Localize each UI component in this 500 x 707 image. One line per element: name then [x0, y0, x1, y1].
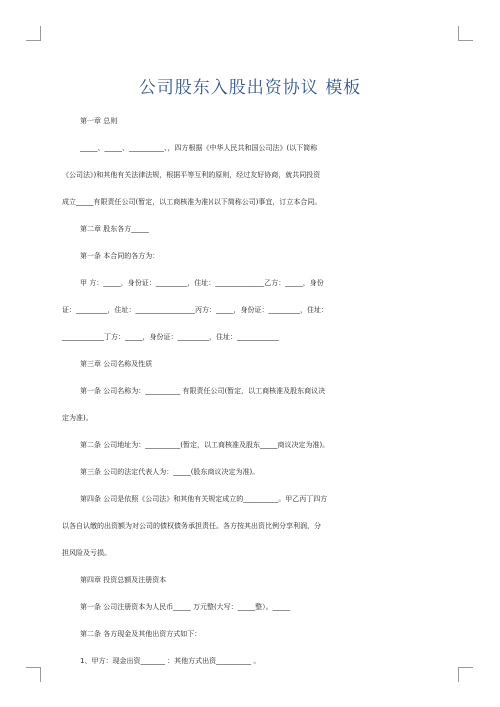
crop-mark-bottom-left — [26, 667, 41, 682]
chapter-2-heading: 第二章 股东各方_____ — [80, 225, 149, 233]
crop-mark-bottom-right — [458, 667, 473, 682]
paragraph: 第二条 各方现金及其他出资方式如下： — [80, 630, 202, 638]
paragraph: _____、_____、__________、，四方根据《中华人民共和国公司法》(以下简称 — [80, 144, 318, 152]
paragraph: 甲 方：_____，身份证：_________，住址：______________乙方：_____，身份 — [80, 279, 324, 287]
paragraph: 第一条 公司注册资本为人民币_____ 万元整(大写：_____整）。_____ — [80, 603, 291, 611]
crop-mark-top-right — [458, 26, 473, 41]
paragraph: 以各自认缴的出资额为对公司的债权债务承担责任。各方按其出资比例分享利润，分 — [62, 522, 321, 530]
paragraph: 第三条 公司的法定代表人为：_____(股东商议决定为准)。 — [80, 468, 260, 476]
paragraph: 成立_____有限责任公司(暂定，以工商核准为准)(以下简称公司)事宜，订立本合同。 — [62, 198, 322, 206]
crop-mark-top-left — [26, 26, 41, 41]
article-heading: 第一条 本合同的各方为： — [80, 252, 160, 260]
paragraph: 第一条 公司名称为：__________ 有限责任公司(暂定，以工商核准及股东商议决 — [80, 387, 326, 395]
paragraph: 第二条 公司地址为：__________(暂定，以工商核准及股东_____商议决定为准)。 — [80, 441, 330, 449]
paragraph: 《公司法》)和其他有关法律法规，根据平等互利的原则，经过友好协商，就共同投资 — [62, 171, 321, 179]
chapter-1-heading: 第一章 总则 — [80, 117, 118, 125]
paragraph: 担风险及亏损。 — [62, 549, 111, 557]
paragraph: 第四条 公司是依照《公司法》和其他有关规定成立的__________。甲乙丙丁四方 — [80, 495, 328, 503]
document-title: 公司股东入股出资协议 模板 — [138, 78, 362, 99]
chapter-4-heading: 第四章 投资总额及注册资本 — [80, 576, 167, 584]
paragraph: 1、甲方：现金出资_______ ：其他方式出资__________ 。 — [80, 657, 261, 665]
paragraph: 证：_________，住址：_________________丙方：_____，身份证：_________，住址： — [62, 306, 328, 314]
paragraph: ____________丁方：_____，身份证：_________，住址：____________ — [62, 333, 279, 341]
chapter-3-heading: 第三章 公司名称及性质 — [80, 360, 153, 368]
paragraph: 定为准)。 — [62, 414, 93, 422]
